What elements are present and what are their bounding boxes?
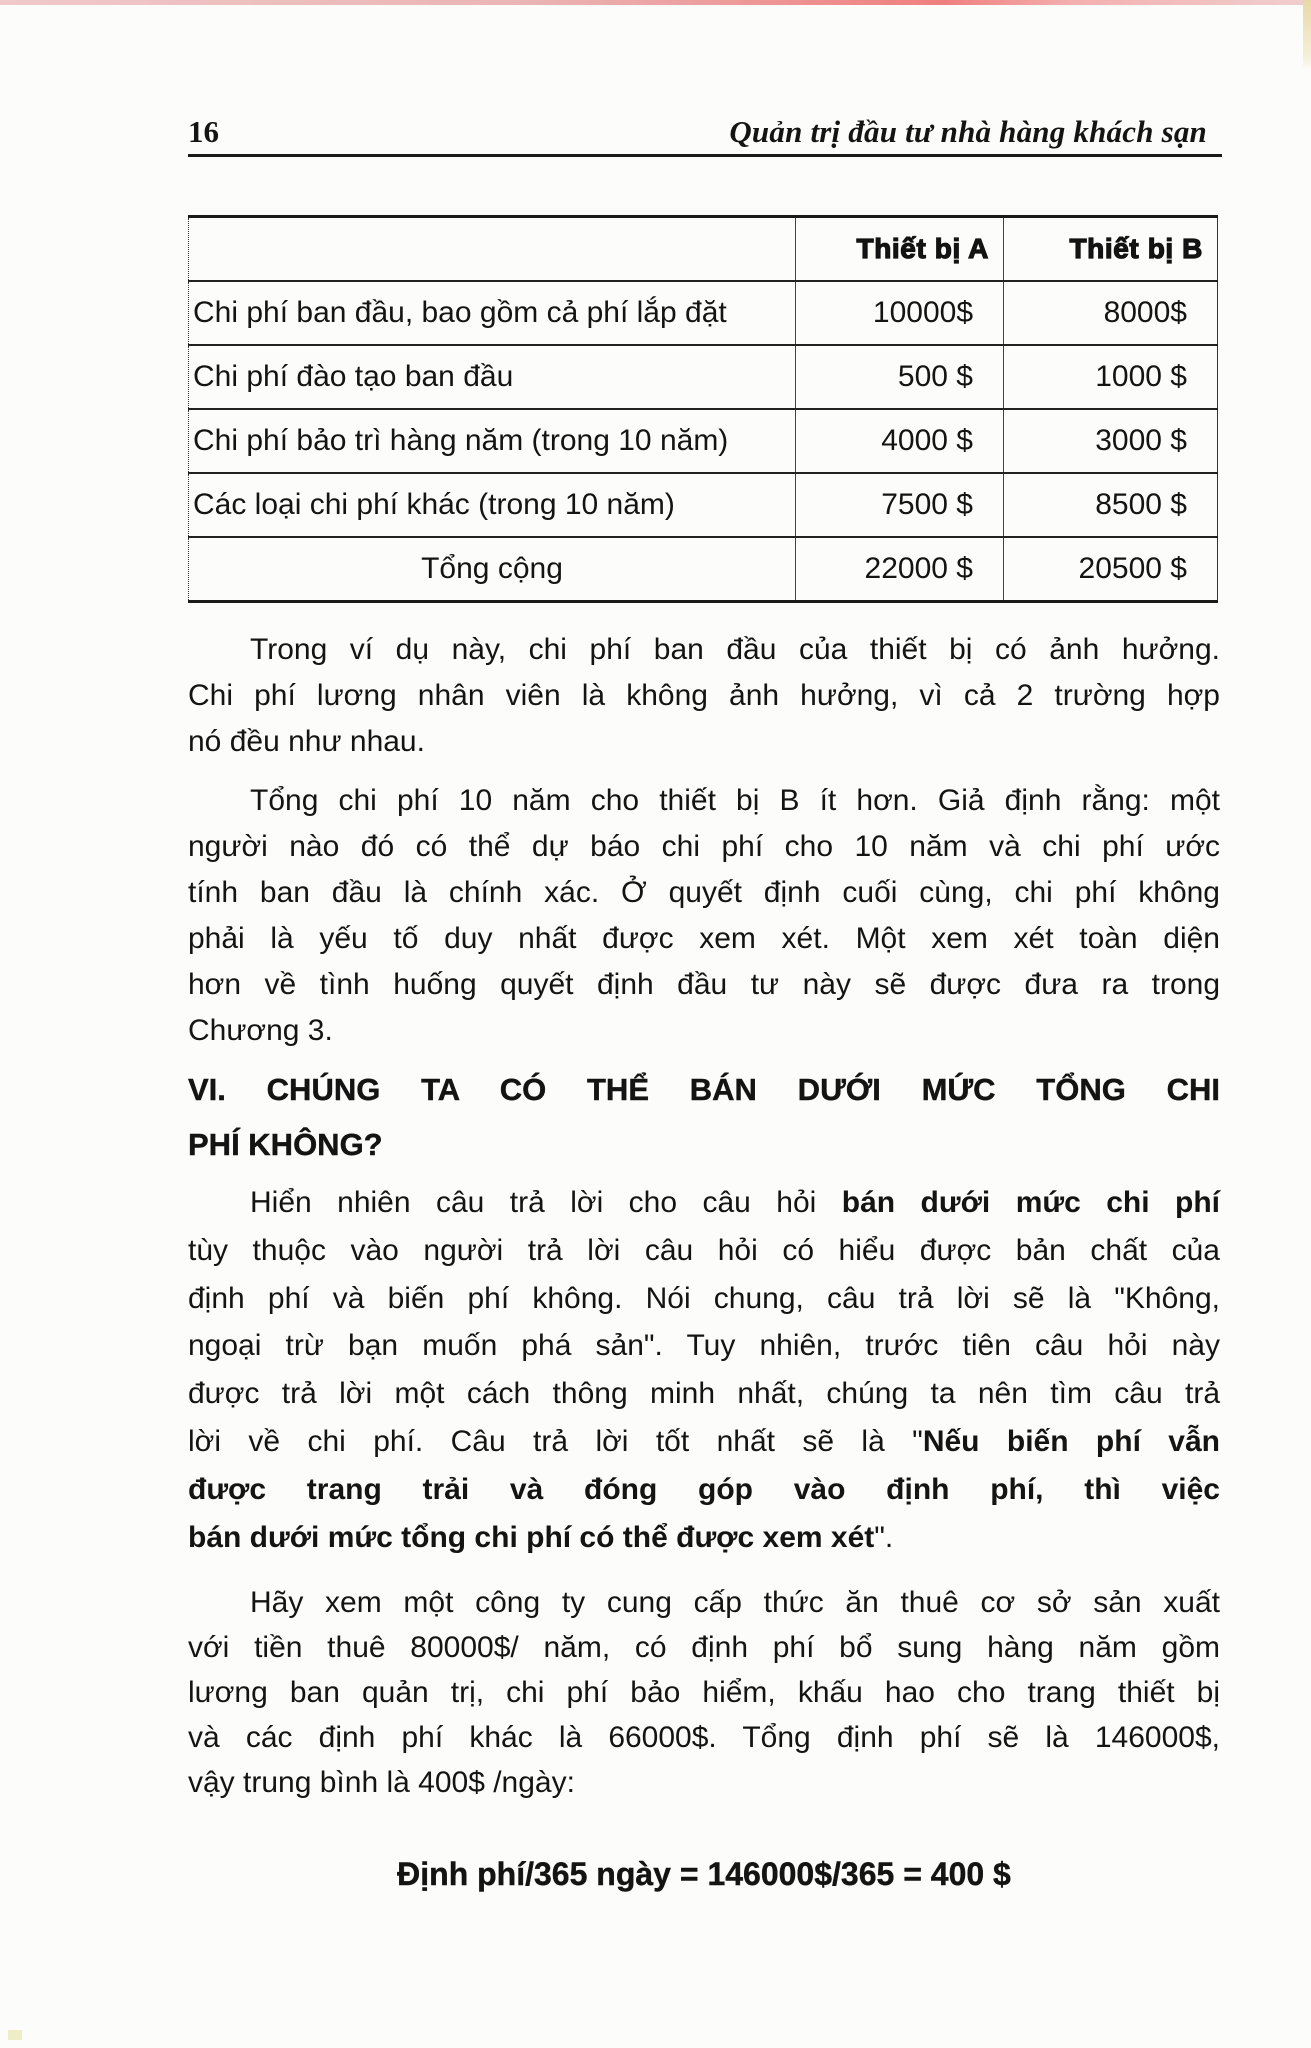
scan-mark [8, 2030, 22, 2040]
text-run: ngoại trừ bạn muốn phá sản". Tuy nhiên, trước tiên câu hỏi này [188, 1329, 1220, 1363]
text-run: phải là yếu tố duy nhất được xem xét. Một xem xét toàn diện [188, 922, 1220, 955]
row-label: Các loại chi phí khác (trong 10 năm) [189, 473, 796, 537]
fixed-cost-formula: Định phí/365 ngày = 146000$/365 = 400 $ [397, 1856, 1011, 1892]
text-run: được trả lời một cách thông minh nhất, chúng ta nên tìm câu trả [188, 1377, 1220, 1411]
text-line [188, 1760, 1220, 1805]
text-run: nó đều như nhau. [188, 725, 425, 758]
text-line [188, 916, 1220, 962]
table-total-row [189, 537, 1218, 602]
text-line [188, 1514, 1220, 1562]
row-label: Chi phí đào tạo ban đầu [189, 345, 796, 409]
text-line [188, 1008, 1220, 1054]
column-header-label [189, 217, 796, 282]
table-row [189, 345, 1218, 409]
text-run: PHÍ KHÔNG? [188, 1127, 383, 1162]
text-line [188, 1370, 1220, 1418]
total-equipment-a: 22000 $ [796, 537, 1004, 602]
text-line [188, 1715, 1220, 1760]
text-run: tùy thuộc vào người trả lời câu hỏi có hiểu được bản chất của [188, 1233, 1220, 1267]
text-line [188, 1466, 1220, 1514]
scan-edge-top [0, 0, 1311, 5]
table-row [189, 409, 1218, 473]
text-line [188, 1227, 1220, 1275]
scan-edge-right [1303, 0, 1311, 70]
text-run: Chi phí lương nhân viên là không ảnh hưởng, vì cả 2 trường hợp [188, 679, 1220, 712]
text-line [188, 1179, 1220, 1227]
cost-comparison-table [188, 215, 1218, 603]
text-run: hơn về tình huống quyết định đầu tư này sẽ được đưa ra trong [188, 968, 1220, 1001]
bold-text: Nếu biến phí vẫn [922, 1424, 1220, 1458]
total-equipment-b: 20500 $ [1004, 537, 1218, 602]
cell-equipment-b: 8000$ [1004, 281, 1218, 345]
text-run: lương ban quản trị, chi phí bảo hiểm, khấu hao cho trang thiết bị [188, 1676, 1220, 1709]
paragraph-total-cost-assumption [188, 778, 1220, 1054]
text-run: vậy trung bình là 400$ /ngày: [188, 1766, 575, 1799]
page-number: 16 [188, 114, 219, 149]
text-line [188, 1062, 1220, 1117]
text-line [188, 778, 1220, 824]
cell-equipment-a: 10000$ [796, 281, 1004, 345]
table-row [189, 473, 1218, 537]
bold-text: bán dưới mức tổng chi phí có thể được xem xét [188, 1520, 875, 1554]
table-row [189, 281, 1218, 345]
text-line [188, 719, 1220, 765]
text-line [188, 1117, 1220, 1172]
text-run: Chương 3. [188, 1014, 333, 1047]
text-run: và các định phí khác là 66000$. Tổng định phí sẽ là 146000$, [188, 1721, 1220, 1754]
text-run: tính ban đầu là chính xác. Ở quyết định cuối cùng, chi phí không [188, 876, 1220, 909]
text-run: Hiển nhiên câu trả lời cho câu hỏi [250, 1186, 842, 1219]
row-label: Chi phí ban đầu, bao gồm cả phí lắp đặt [189, 281, 796, 345]
text-run: với tiền thuê 80000$/ năm, có định phí bổ sung hàng năm gồm [188, 1631, 1220, 1664]
text-run: VI. CHÚNG TA CÓ THỂ BÁN DƯỚI MỨC TỔNG CHI [188, 1072, 1220, 1107]
text-line [188, 824, 1220, 870]
text-line [188, 870, 1220, 916]
running-title: Quản trị đầu tư nhà hàng khách sạn [729, 114, 1207, 149]
column-header-equipment-b: Thiết bị B [1004, 217, 1218, 282]
paragraph-food-company-example [188, 1580, 1220, 1805]
cell-equipment-b: 3000 $ [1004, 409, 1218, 473]
text-run: Hãy xem một công ty cung cấp thức ăn thuê cơ sở sản xuất [250, 1586, 1220, 1619]
text-run: định phí và biến phí không. Nói chung, câu trả lời sẽ là "Không, [188, 1281, 1220, 1315]
bold-text: bán dưới mức chi phí [841, 1186, 1220, 1219]
text-line [188, 1580, 1220, 1625]
text-line [188, 1275, 1220, 1323]
cell-equipment-a: 7500 $ [796, 473, 1004, 537]
total-label: Tổng cộng [189, 537, 796, 602]
text-run: Trong ví dụ này, chi phí ban đầu của thiết bị có ảnh hưởng. [250, 633, 1220, 666]
text-run: Tổng chi phí 10 năm cho thiết bị B ít hơn. Giả định rằng: một [250, 784, 1220, 817]
paragraph-selling-below-cost [188, 1179, 1220, 1561]
text-run: người nào đó có thể dự báo chi phí cho 10 năm và chi phí ước [188, 830, 1220, 863]
text-line [188, 1322, 1220, 1370]
row-label: Chi phí bảo trì hàng năm (trong 10 năm) [189, 409, 796, 473]
text-line [188, 1670, 1220, 1715]
column-header-equipment-a: Thiết bị A [796, 217, 1004, 282]
text-run: lời về chi phí. Câu trả lời tốt nhất sẽ là " [188, 1424, 923, 1458]
text-line [188, 673, 1220, 719]
text-line [188, 1625, 1220, 1670]
text-run: ". [874, 1520, 894, 1554]
text-line [188, 627, 1220, 673]
table-header-row [189, 217, 1218, 282]
header-rule [188, 154, 1222, 157]
paragraph-equipment-cost-effect [188, 627, 1220, 765]
cell-equipment-a: 500 $ [796, 345, 1004, 409]
cell-equipment-b: 8500 $ [1004, 473, 1218, 537]
bold-text: được trang trải và đóng góp vào định phí, thì việc [188, 1472, 1220, 1506]
cell-equipment-b: 1000 $ [1004, 345, 1218, 409]
cell-equipment-a: 4000 $ [796, 409, 1004, 473]
text-line [188, 1418, 1220, 1466]
text-line [188, 962, 1220, 1008]
section-heading [188, 1062, 1220, 1172]
